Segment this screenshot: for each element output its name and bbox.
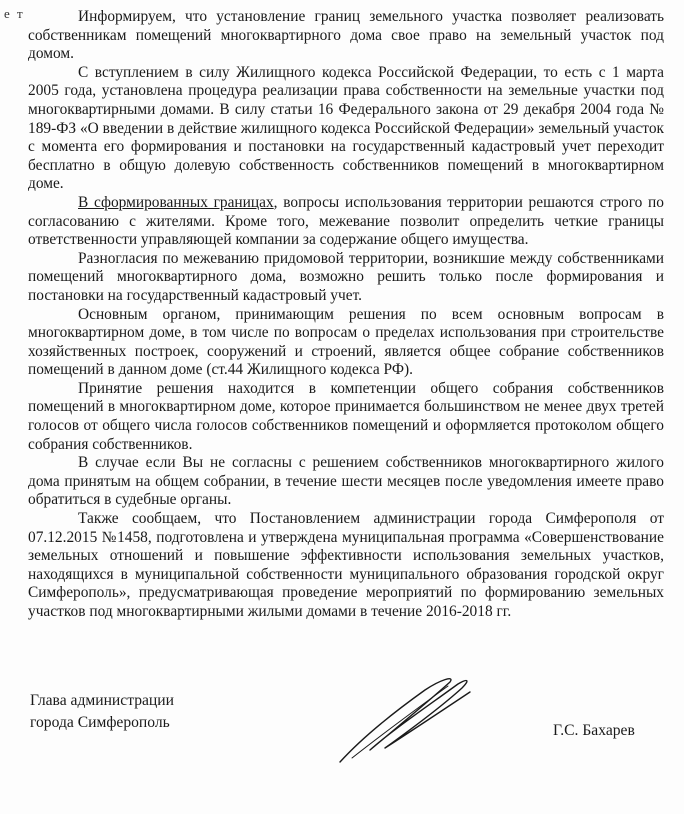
paragraph-6-text: Принятие решения находится в компетенции общего собрания собственников помещений в многоквартирном доме, которое принимается большинством не менее двух третей голосов от общего числа голосов собственников помещений и оформляется протоколом общего собрания собственников. [28,379,664,453]
signatory-name: Г.С. Бахарев [553,722,635,739]
paragraph-8-text: Также сообщаем, что Постановлением администрации города Симферополя от 07.12.2015 №1458, подготовлена и утверждена муниципальная программа «Совершенствование земельных отношений и повышение эффективности использования земельных участков, находящихся в муниципальной собственности муниципального образования городской округ Симферополь», предусматривающая проведение мероприятий по формированию земельных участков под многоквартирными жилыми домами в течение 2016-2018 гг. [28,510,664,620]
paragraph-5-text: Основным органом, принимающим решения по всем основным вопросам в многоквартирном доме, в том числе по вопросам о пределах использования при строительстве хозяйственных построек, сооружений и строений, является общее собрание собственников помещений в данном доме (ст.44 Жилищного кодекса РФ). [28,305,664,379]
paragraph-3-text: , вопросы использования территории решаются строго по согласованию с жителями. Кроме того, межевание позволит определить четкие границы ответственности управляющей компании за содержание общего имущества. [28,193,664,249]
handwritten-signature [330,670,480,770]
signatory-position [30,690,174,734]
signatory-position-line-1: Глава администрации [30,692,174,709]
paragraph-8 [28,510,664,622]
paragraph-1-text: Информируем, что установление границ земельного участка позволяет реализовать собственникам помещений многоквартирного дома свое право на земельный участок под домом. [28,8,664,63]
paragraph-7-text: В случае если Вы не согласны с решением собственников многоквартирного жилого дома принятым на общем собрании, в течение шести месяцев после уведомления имеете право обратиться в судебные органы. [28,454,664,509]
paragraph-3 [28,194,664,250]
paragraph-2 [28,64,664,194]
paragraph-4-text: Разногласия по межеванию придомовой территории, возникшие между собственниками помещений многоквартирного дома, возможно решить только после формирования и постановки на государственный кадастровый учет. [28,249,664,304]
paragraph-3-underlined: В сформированных границах [78,193,274,211]
signatory-position-line-2: города Симферополь [30,714,170,731]
paragraph-4 [28,250,664,306]
paragraph-6 [28,380,664,454]
paragraph-1 [28,8,664,64]
corner-mark: е т [4,6,25,21]
paragraph-5 [28,306,664,380]
paragraph-7 [28,454,664,510]
paragraph-2-text: С вступлением в силу Жилищного кодекса Российской Федерации, то есть с 1 марта 2005 года, установлена процедура реализации права собственности на земельные участки под многоквартирными домами. В силу статьи 16 Федерального закона от 29 декабря 2004 года № 189-ФЗ «О введении в действие жилищного кодекса Российской Федерации» земельный участок с момента его формирования и постановки на государственный кадастровый учет переходит бесплатно в общую долевую собственность собственников помещений в многоквартирном доме. [28,63,664,193]
letter-body [28,8,664,622]
